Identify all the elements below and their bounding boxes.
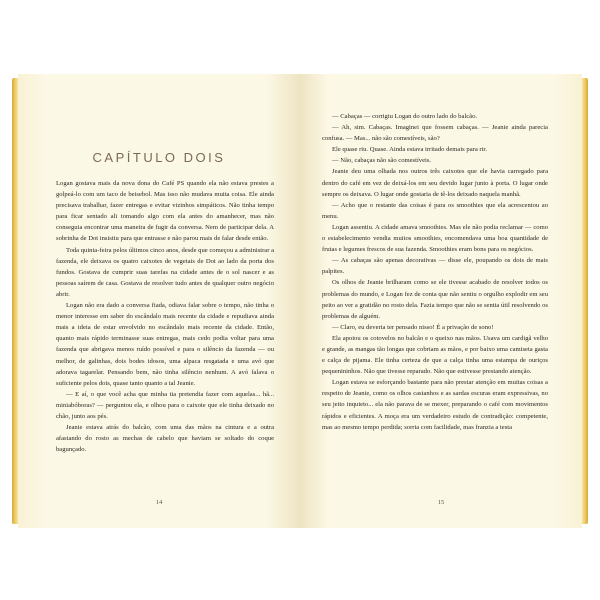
- paragraph: — As cabaças são apenas decorativas — disse ele, poupando os dois de mais palpites.: [322, 257, 548, 276]
- right-page: [300, 74, 582, 528]
- paragraph: Toda quinta-feira pelos últimos cinco anos, desde que começou a administrar a fazenda, ele deixava os quatro caixotes de vegetais de Dot ao lado da porta dos fundos. Gostava de cumprir suas tarefas na cidade antes de o sol nascer e as pessoas saírem de casa. Gostava de resolver tudo antes de qualquer outro negócio abrir.: [56, 246, 274, 298]
- paragraph: Jeanie deu uma olhada nos outros três caixotes que ele havia carregado para dentro do café em vez de deixá-los em seu devido lugar junto à porta. O lugar onde sempre os deixava. O lugar onde gostaria de tê-los deixado naquela manhã.: [322, 168, 548, 198]
- paragraph: — Acho que o restante das coisas é para os smoothies que ela acrescentou ao menu.: [322, 201, 548, 220]
- open-book: [12, 74, 588, 528]
- paragraph: — Cabaças — corrigiu Logan do outro lado do balcão.: [332, 113, 478, 120]
- paragraph: — Não, cabaças não são comestíveis.: [332, 157, 432, 165]
- paragraph: Ele quase riu. Quase. Ainda estava irritado demais para rir.: [332, 146, 487, 154]
- paragraph: Logan não era dado a conversa fiada, odiava falar sobre o tempo, não tinha o menor interesse em saber do escândalo mais recente da cidade e repudiava ainda mais a ideia de estar envolvido no escândalo mais recente da cidade. Então, quanto mais rápido terminasse suas entregas, mais cedo podia voltar para uma fazenda que abrigava menos ruído possível e para o silêncio da fazenda — ou melhor, de galinhas, dois bodes idosos, uma alpaca resgatada e uma avó que adorava tagarelar. Pensando bem, não tinha silêncio nenhum. A avó falava o suficiente pelos dois, quase tanto quanto a tal Jeanie.: [56, 302, 274, 387]
- left-page: [18, 74, 300, 528]
- paragraph: — E aí, o que você acha que minha tia pretendia fazer com aquelas... hã... miniabóboras? — perguntou ela, e olhou para o caixote que ele tinha deixado no chão, junto aos pés.: [56, 390, 274, 420]
- right-page-body: [322, 111, 548, 433]
- left-page-body: [56, 178, 274, 455]
- page-edges-right: [582, 78, 588, 524]
- page-number-left: 14: [155, 499, 163, 506]
- paragraph: Jeanie estava atrás do balcão, com uma das mãos na cintura e a outra afastando do rosto as mechas de cabelo que haviam se soltado do coque bagunçado.: [56, 424, 274, 454]
- paragraph: — Ah, sim. Cabaças. Imaginei que fossem cabaças. — Jeanie ainda parecia confusa. — Mas... não são comestíveis, são?: [322, 124, 548, 143]
- paragraph: Logan assentiu. A cidade amava smoothies. Mas ele não podia reclamar — como o estabelecimento vendia muitos smoothies, encomendava uma boa quantidade de frutas e legumes frescos de sua fazenda. Smoothies eram bons para os negócios.: [322, 223, 548, 254]
- paragraph: Logan estava se esforçando bastante para não prestar atenção em muitas coisas a respeito de Jeanie, como os olhos castanhos e as sardas escuras eram expressivas, no seu jeito inquieto... ela não parava de se mexer, preparando o café com movimentos rápidos e eficientes. A moça era um verdadeiro estudo de contradição: competente, mas ao mesmo tempo perdida; sorria com facilidade, mas franzia a testa: [322, 379, 548, 431]
- paragraph: — Claro, eu deveria ter pensado nisso! É a privação de sono!: [332, 323, 494, 331]
- paragraph: Logan gostava mais da nova dona do Café PS quando ela não estava prestes a golpeá-lo com um taco de beisebol. Mas isso não mudava muita coisa. Ele ainda precisava trabalhar, fazer entregas e evitar vizinhos simpáticos. Não tinha tempo para ficar sentado ali tomando algo com ela antes do amanhecer, mas não conseguia encontrar uma maneira de fugir da conversa. Nem de participar dela. A sobrinha de Dot insistiu para que entrasse e não parou mais de falar desde então.: [56, 180, 274, 243]
- chapter-title: CAPÍTULO DOIS: [92, 150, 226, 165]
- paragraph: Ela apoiou os cotovelos no balcão e o queixo nas mãos. Usava um cardigã velho e grande, as mangas tão longas que cobriam as mãos, e por baixo uma camiseta gasta e calça de pijama. Ele tinha certeza de que a calça tinha uma estampa de ouriços pequenininhos. Não que tivesse reparado. Não que estivesse prestando atenção.: [322, 334, 548, 376]
- paragraph: Os olhos de Jeanie brilharam como se ele tivesse acabado de resolver todos os problemas do mundo, e Logan fez de conta que não sentiu o orgulho explodir em seu peito ao ver a gratidão no rosto dela. Fazia tempo que não se sentia útil resolvendo os problemas de alguém.: [322, 279, 548, 320]
- page-number-right: 15: [437, 499, 445, 506]
